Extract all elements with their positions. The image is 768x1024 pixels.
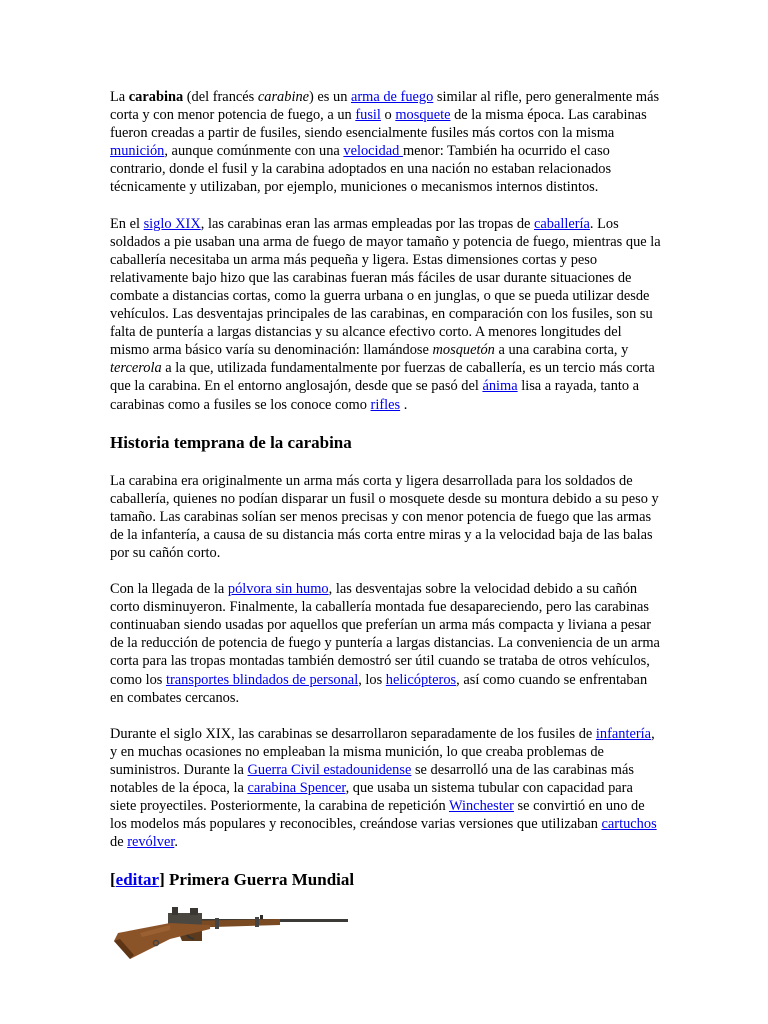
text: a una carabina corta, y <box>494 342 629 359</box>
link-velocidad[interactable]: velocidad <box>343 143 403 160</box>
link-infanteria[interactable]: infantería <box>595 725 652 742</box>
link-municion[interactable]: munición <box>110 143 165 160</box>
term-mosqueton: mosquetón <box>432 342 495 359</box>
link-fusil[interactable]: fusil <box>355 107 381 124</box>
text: menor: También ha ocurrido el caso contrario, donde el fusil y la carabina adoptados en una nación no estaban relacionados técnicamente y utilizaban, por ejemplo, municiones o mecanismos internos distintos. <box>110 143 612 196</box>
text: similar al rifle, pero generalmente más corta y con menor potencia de fuego, a un <box>110 89 660 124</box>
text: se convirtió en uno de los modelos más populares y reconocibles, creándose varias versiones que utilizaban <box>110 798 645 833</box>
text: se desarrolló una de las carabinas más notables de la época, la <box>110 761 634 796</box>
link-mosquete[interactable]: mosquete <box>395 107 451 124</box>
link-siglo-xix[interactable]: siglo XIX <box>143 215 201 232</box>
text: de <box>110 834 128 851</box>
link-transportes-blindados[interactable]: transportes blindados de personal <box>165 671 359 688</box>
text: , los <box>358 671 386 688</box>
intro-paragraph <box>110 88 662 197</box>
link-cartuchos[interactable]: cartuchos <box>601 816 657 833</box>
link-revolver[interactable]: revólver <box>127 834 175 851</box>
early-history-paragraph: La carabina era originalmente un arma más corta y ligera desarrollada para los soldados de caballería, quienes no podían disparar un fusil o mosquete desde su montura debido a su peso y tamaño. Las carabinas solían ser menos precisas y con menor potencia de fuego que las armas de la infantería, a causa de su distancia más corta entre miras y a la velocidad baja de las balas por su cañón corto. <box>110 472 659 561</box>
link-caballeria[interactable]: caballería <box>534 215 590 232</box>
bracket: ] <box>159 870 165 890</box>
heading-text: Primera Guerra Mundial <box>164 870 355 890</box>
article <box>110 88 662 963</box>
text: . <box>174 834 178 851</box>
text: Durante el siglo XIX, las carabinas se desarrollaron separadamente de los fusiles de <box>110 725 596 742</box>
text: ) es un <box>309 89 351 105</box>
text: , las carabinas eran las armas empleadas por las tropas de <box>200 215 534 232</box>
text: , que usaba un sistema tubular con capacidad para siete proyectiles. Posteriormente, la carabina de repetición <box>110 780 633 815</box>
text: . <box>400 396 408 413</box>
text: En el <box>110 215 144 232</box>
link-winchester[interactable]: Winchester <box>448 798 514 815</box>
carbine-image <box>110 903 350 963</box>
text: , y en muchas ocasiones no empleaban la misma munición, lo que creaba problemas de suministros. Durante la <box>110 725 655 778</box>
text: o <box>380 107 396 124</box>
text: . Los soldados a pie usaban una arma de fuego de mayor tamaño y potencia de fuego, mientras que la caballería necesitaba un arma más pequeña y ligera. Estas dimensiones cortas y peso relativamente bajo hizo que las carabinas fueran más fáciles de usar durante situaciones de combate a distancias cortas, como la guerra urbana o en junglas, o que se pueda utilizar desde vehículos. Las desventajas principales de las carabinas, en comparación con los fusiles, son su falta de puntería a largas distancias y su alcance efectivo corto. A menores longitudes del mismo arma básico varía su denominación: llamándose <box>110 215 661 359</box>
text: Con la llegada de la <box>110 581 228 598</box>
section-heading-primera-guerra <box>110 869 662 891</box>
text: , aunque comúnmente con una <box>164 143 344 160</box>
link-carabina-spencer[interactable]: carabina Spencer <box>247 780 346 796</box>
bracket: [ <box>110 870 116 890</box>
link-helicopteros[interactable]: helicópteros <box>385 671 457 688</box>
history-paragraph <box>110 215 662 414</box>
nineteenth-century-paragraph <box>110 725 662 852</box>
term-tercerola: tercerola <box>110 360 162 377</box>
text: lisa a rayada, tanto a carabinas como a fusiles se los conoce como <box>110 378 640 413</box>
text: de la misma época. Las carabinas fueron creadas a partir de fusiles, siendo esencialmente fusiles más cortos con la misma <box>110 107 647 142</box>
link-rifles[interactable]: rifles <box>370 396 401 413</box>
text: (del francés <box>183 89 258 105</box>
smokeless-powder-paragraph <box>110 580 662 707</box>
text: a la que, utilizada fundamentalmente por fuerzas de caballería, es un tercio más corta que la carabina. En el entorno anglosajón, desde que se pasó del <box>110 360 655 395</box>
link-arma-de-fuego[interactable]: arma de fuego <box>351 89 434 105</box>
text: La <box>110 89 129 105</box>
text: , así como cuando se enfrentaban en combates cercanos. <box>110 671 648 706</box>
link-anima[interactable]: ánima <box>482 378 518 395</box>
section-heading-historia: Historia temprana de la carabina <box>110 432 352 452</box>
carbine-rifle-icon <box>114 907 348 959</box>
text: , las desventajas sobre la velocidad debido a su cañón corto disminuyeron. Finalmente, la caballería montada fue desapareciendo, pero las carabinas continuaban siendo usadas por aquellos que preferían un arma más compacta y liviana a pesar de la reducción de potencia de fuego y puntería a largas distancias. La conveniencia de un arma corta para las tropas montadas también demostró ser útil cuando se trataba de otros vehículos, como los <box>110 581 660 688</box>
term-italic: carabine <box>257 89 310 105</box>
edit-link[interactable]: editar <box>115 870 160 890</box>
link-polvora-sin-humo[interactable]: pólvora sin humo <box>227 581 329 598</box>
term-bold: carabina <box>128 89 184 105</box>
link-guerra-civil[interactable]: Guerra Civil estadounidense <box>247 761 412 778</box>
